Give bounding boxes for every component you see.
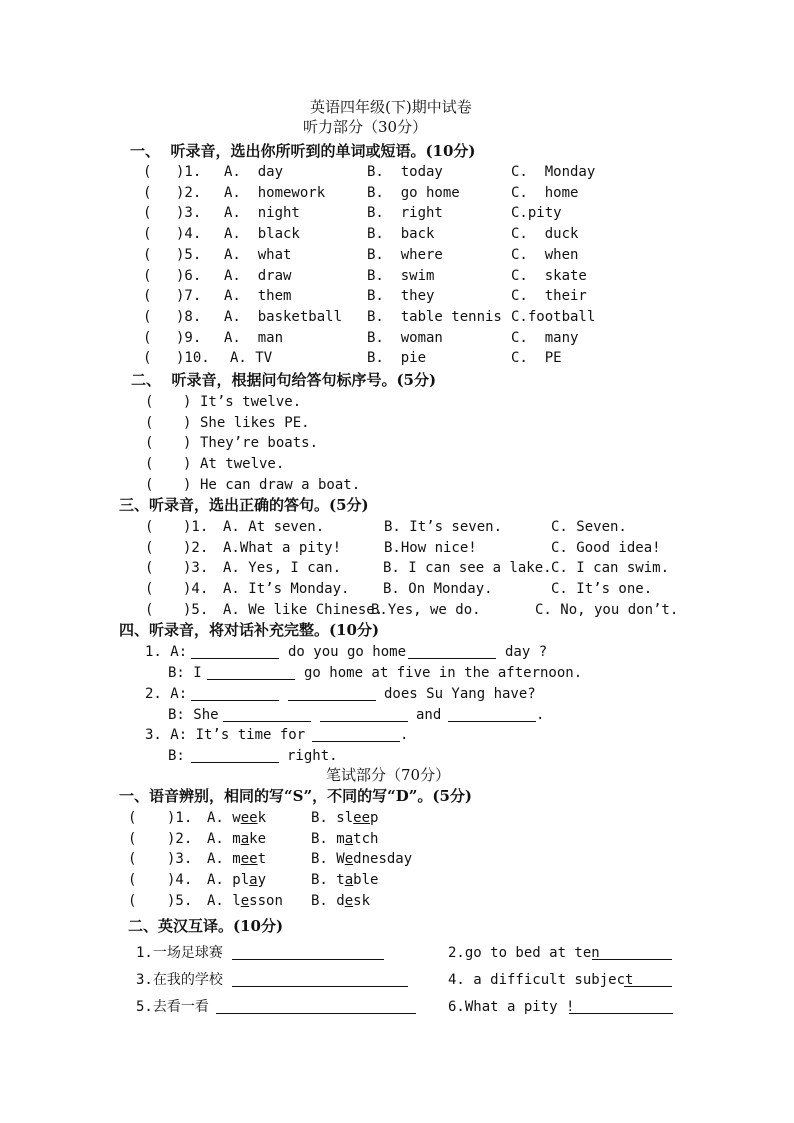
answer-paren[interactable]: ( [145,560,154,577]
answer-paren[interactable]: ( [128,892,137,909]
word-prefix: B. m [311,830,345,847]
option-a: A. day [224,164,284,180]
option-c: C. It’s one. [551,581,653,598]
question-number: )5. [176,246,202,263]
word-suffix: y [257,872,267,889]
word-prefix: A. m [207,851,241,868]
option-a: A.What a pity! [223,539,342,556]
writing-section-title: 笔试部分（70分） [326,766,451,784]
answer-paren[interactable]: ( [145,414,154,431]
question-number: )3. [183,560,209,577]
dialog-3a-end: . [400,727,409,743]
option-b: B. table tennis [367,308,502,325]
dialog-3b-blank[interactable] [191,762,279,763]
question-number: )5. [183,601,209,618]
question-number: )4. [167,872,193,889]
translate-blank-1[interactable] [232,959,384,960]
option-b: B. they [367,288,435,305]
option-b-word [311,829,378,849]
answer-paren[interactable]: ( [143,329,152,346]
question-number: )10. [176,350,210,367]
option-b: B.How nice! [384,539,477,556]
translate-blank-6[interactable] [569,1013,673,1014]
question-number: )1. [167,810,193,826]
option-a: A. what [224,246,292,263]
answer-paren-close[interactable]: ) [183,456,192,473]
answer-paren[interactable]: ( [143,288,152,305]
dialog-1a-middle: do you go home [288,644,407,660]
translate-item-2: 2.go to bed at ten [448,945,600,961]
translate-item-3: 3.在我的学校 [136,972,223,988]
option-b: B. pie [367,350,427,367]
dialog-2b-and: and [416,707,442,723]
question-number: )1. [183,519,209,535]
option-b: B. go home [367,184,460,201]
response-sentence: At twelve. [200,456,285,473]
question-number: )3. [176,205,202,222]
option-c: C. Good idea! [551,539,661,556]
word-suffix: dnesday [353,851,413,868]
dialog-2b-blank-1[interactable] [223,721,311,722]
underlined-letters: e [344,851,354,868]
option-a-word [207,870,266,890]
answer-paren[interactable]: ( [145,394,154,410]
listening-q4-heading: 四、听录音，将对话补充完整。(10分) [119,621,380,639]
option-a-word [207,829,266,849]
word-suffix: ke [249,830,267,847]
word-prefix: A. w [207,810,241,826]
underlined-letters: ee [353,810,371,826]
option-b: B. swim [367,267,435,284]
response-sentence: He can draw a boat. [200,476,361,493]
option-a: A. draw [224,267,292,284]
answer-paren[interactable]: ( [145,519,154,535]
word-suffix: tch [353,830,379,847]
word-prefix: B. sl [311,810,354,826]
option-b-word [311,891,370,911]
answer-paren[interactable]: ( [143,226,152,243]
option-a: A. night [224,205,300,222]
dialog-1a-blank-1[interactable] [191,658,279,659]
word-suffix: p [370,810,379,826]
dialog-1b-end: go home at five in the afternoon. [304,665,583,681]
word-prefix: A. l [207,892,241,909]
answer-paren[interactable]: ( [128,830,137,847]
translate-blank-3[interactable] [232,986,408,987]
option-c: C. when [511,246,579,263]
word-prefix: A. m [207,830,241,847]
option-c: C. their [511,288,587,305]
word-suffix: k [257,810,267,826]
answer-paren-close[interactable]: ) [183,394,192,410]
translate-item-6: 6.What a pity ! [448,999,575,1015]
question-number: )4. [176,226,202,243]
option-b: B. It’s seven. [384,519,503,535]
dialog-2b-blank-2[interactable] [320,721,408,722]
response-sentence: It’s twelve. [200,394,302,410]
answer-paren[interactable]: ( [143,205,152,222]
word-prefix: B. t [311,872,345,889]
question-number: )8. [176,308,202,325]
word-prefix: A. pl [207,872,250,889]
option-c: C. PE [511,350,562,367]
word-suffix: ble [353,872,379,889]
underlined-letters: a [249,872,258,889]
listening-q3-heading: 三、听录音，选出正确的答句。(5分) [119,496,369,514]
option-b-word [311,808,378,828]
response-sentence: She likes PE. [200,414,310,431]
underlined-letters: a [344,830,354,847]
option-a: A. We like Chinese. [223,601,384,618]
option-c: C. home [511,184,579,201]
translate-blank-5[interactable] [216,1013,416,1014]
option-a-word [207,891,283,911]
underlined-letters: e [240,892,250,909]
answer-paren[interactable]: ( [143,350,152,367]
option-b: B. I can see a lake. [383,560,552,577]
word-suffix: sk [353,892,371,909]
answer-paren[interactable]: ( [143,184,152,201]
question-number: )2. [183,539,209,556]
option-b: B. woman [367,329,443,346]
option-a-word [207,808,266,828]
word-suffix: sson [249,892,283,909]
underlined-letters: ee [240,810,258,826]
answer-paren-close[interactable]: ) [183,414,192,431]
dialog-3b-prefix: B: [168,748,185,764]
dialog-2a-prefix: 2. A: [145,686,188,702]
option-c: C.pity [511,205,562,222]
dialog-1a-prefix: 1. A: [145,644,188,660]
option-a: A. basketball [224,308,343,325]
answer-paren[interactable]: ( [145,601,154,618]
option-b: B. today [367,164,443,180]
response-sentence: They’re boats. [200,435,319,452]
question-number: )9. [176,329,202,346]
option-a: A. them [224,288,292,305]
dialog-3a-blank[interactable] [312,741,400,742]
option-a: A. black [224,226,300,243]
answer-paren[interactable]: ( [143,267,152,284]
translate-blank-2[interactable] [592,959,672,960]
underlined-letters: a [240,830,250,847]
answer-paren[interactable]: ( [145,476,154,493]
question-number: )1. [176,164,202,180]
writing-q1-heading: 一、语音辨别，相同的写“S”，不同的写“D”。(5分) [119,787,472,805]
listening-q1-heading: 一、 听录音，选出你所听到的单词或短语。(10分) [130,142,476,160]
question-number: )4. [183,581,209,598]
word-prefix: B. d [311,892,345,909]
option-a: A. It’s Monday. [223,581,350,598]
dialog-1b-blank[interactable] [207,679,295,680]
dialog-2b-blank-3[interactable] [448,721,536,722]
answer-paren[interactable]: ( [145,435,154,452]
answer-paren-close[interactable]: ) [183,476,192,493]
option-a-word [207,849,266,869]
listening-q2-heading: 二、 听录音，根据问句给答句标序号。(5分) [131,371,437,389]
question-number: )2. [176,184,202,201]
dialog-1a-end: day ? [505,644,548,660]
option-a: A. TV [230,350,273,367]
translate-blank-4[interactable] [624,986,672,987]
answer-paren[interactable]: ( [143,246,152,263]
dialog-1b-prefix: B: I [168,665,202,681]
option-c: C. skate [511,267,587,284]
option-c: C. I can swim. [551,560,670,577]
translate-item-1: 1.一场足球赛 [136,945,223,961]
translate-item-4: 4. a difficult subject [448,972,634,988]
dialog-2a-blank-1[interactable] [191,700,279,701]
option-a: A. Yes, I can. [223,560,342,577]
answer-paren[interactable]: ( [145,581,154,598]
answer-paren-close[interactable]: ) [183,435,192,452]
option-b-word [311,849,412,869]
option-b: B. where [367,246,443,263]
answer-paren[interactable]: ( [143,164,152,180]
dialog-3a-prefix: 3. A: It’s time for [145,727,306,743]
question-number: )2. [167,830,193,847]
option-b: B. On Monday. [383,581,493,598]
option-b: B. back [367,226,435,243]
option-c: C.football [511,308,596,325]
underlined-letters: ee [240,851,258,868]
listening-section-title: 听力部分（30分） [303,118,428,136]
question-number: )3. [167,851,193,868]
option-b: B.Yes, we do. [371,601,481,618]
option-b: B. right [367,205,443,222]
writing-q2-heading: 二、英汉互译。(10分) [128,917,284,935]
option-a: A. homework [224,184,326,201]
word-suffix: t [257,851,267,868]
answer-paren[interactable]: ( [128,872,137,889]
answer-paren[interactable]: ( [128,851,137,868]
option-c: C. Seven. [551,519,627,535]
dialog-1a-blank-2[interactable] [408,658,496,659]
underlined-letters: e [344,892,354,909]
exam-title: 英语四年级(下)期中试卷 [310,98,472,116]
word-prefix: B. W [311,851,345,868]
answer-paren[interactable]: ( [143,308,152,325]
question-number: )6. [176,267,202,284]
dialog-2b-end: . [536,707,545,723]
dialog-2a-blank-2[interactable] [288,700,376,701]
answer-paren[interactable]: ( [145,456,154,473]
option-a: A. At seven. [223,519,325,535]
question-number: )5. [167,892,193,909]
option-a: A. man [224,329,284,346]
dialog-3b-end: right. [287,748,338,764]
option-c: C. Monday [511,164,596,180]
option-c: C. No, you don’t. [535,601,679,618]
option-b-word [311,870,378,890]
underlined-letters: a [344,872,354,889]
option-c: C. many [511,329,579,346]
answer-paren[interactable]: ( [145,539,154,556]
dialog-2b-prefix: B: She [168,707,219,723]
dialog-2a-end: does Su Yang have? [384,686,536,702]
question-number: )7. [176,288,202,305]
translate-item-5: 5.去看一看 [136,999,209,1015]
option-c: C. duck [511,226,579,243]
answer-paren[interactable]: ( [128,810,137,826]
